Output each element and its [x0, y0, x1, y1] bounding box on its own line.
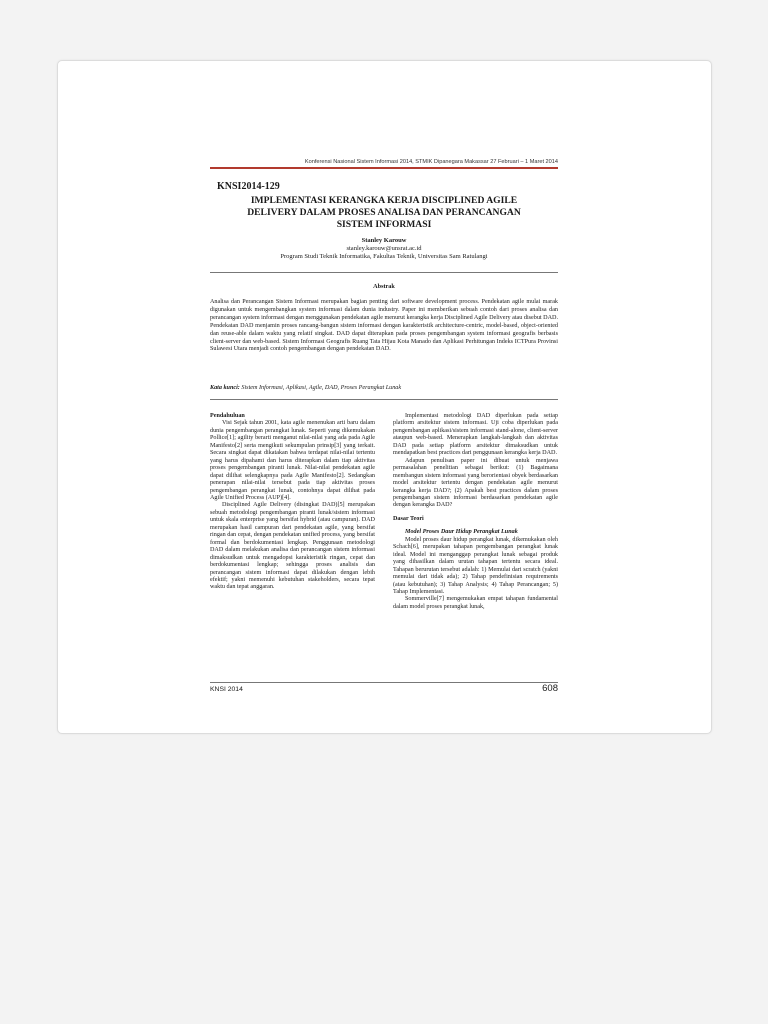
footer-conference: KNSI 2014 — [210, 686, 243, 693]
footer-rule — [210, 682, 558, 683]
paper-id: KNSI2014-129 — [217, 181, 280, 192]
keywords — [210, 385, 558, 391]
title-line: SISTEM INFORMASI — [336, 219, 432, 230]
author-name: Stanley Karouw — [361, 237, 407, 244]
left-column — [210, 413, 375, 592]
running-header: Konferensi Nasional Sistem Informasi 2014, STMIK Dipanegara Makassar 27 Februari – 1 Maret 2014 — [304, 159, 558, 165]
keywords-label: Kata kunci: — [210, 385, 240, 391]
subsection-heading: Model Proses Daur Hidup Perangkat Lunak — [405, 529, 518, 536]
paragraph: Sommerville[7] mengemukakan empat tahapan fundamental dalam model proses perangkat lunak, — [393, 596, 558, 610]
abstract-top-rule — [210, 272, 558, 273]
author-affiliation: Program Studi Teknik Informatika, Fakultas Teknik, Universitas Sam Ratulangi — [280, 253, 488, 260]
section-heading-intro: Pendahuluan — [210, 413, 245, 419]
title-line: IMPLEMENTASI KERANGKA KERJA DISCIPLINED AGILE — [250, 195, 518, 206]
paragraph: Adapun penulisan paper ini dibuat untuk menjawa permasalahan penelitian sebagai berikut: (1) Bagaimana membangun sistem informasi yang berorientasi obyek berdasarkan model arsitektur tertentu dengan pendekatan agile menurut kerangka kerja DAD?; (2) Apakah best practices dalam proses pengembangan sistem informasi berdasarkan pendekatan agile dengan kerangka DAD? — [393, 457, 558, 509]
section-heading-theory: Dasar Teori — [393, 515, 424, 522]
paragraph: Visi Sejak tahun 2001, kata agile menenukan arti baru dalam dunia pengembangan perangkat lunak. Seperti yang dikemukakan Pollice[1]; agility berarti menganut nilai-nilai yang ada pada Agile Manifesto[2] serta mengikuti sekumpulan prinsip[3] yang terkait. Secara singkat dapat dikatakan bahwa terdapat nilai-nilai tertentu yang harus dipahami dan harus diterapkan dalam tiap aktivitas proses pengembangan piranti lunak. Nilai-nilai pendekatan agile dapat dilihat selengkapnya pada Agile Manifesto[2]. Sedangkan penerapan nilai-nilai tersebut pada tiap aktivitas proses pengembangan perangkat lunak, contohnya dapat dilihat pada Agile Unified Process (AUP)[4]. — [210, 420, 375, 501]
keywords-text: Sistem Informasi, Aplikasi, Agile, DAD, Proses Perangkat Lunak — [241, 385, 402, 391]
paragraph: Implementasi metodologi DAD diperlukan pada setiap platform arsitektur sistem informasi. Uji coba diperlukan pada pengembangan aplikasi/sistem informasi stand-alone, client-server ataupun web-based. Menerapkan langkah-langkah dan aktivitas DAD pada setiap platform arsitektur dimaksudkan untuk mendapatkan best practices dari penggunaan kerangka kerja DAD. — [393, 413, 558, 457]
title-line: DELIVERY DALAM PROSES ANALISA DAN PERANCANGAN — [247, 207, 521, 218]
paper-title — [210, 195, 558, 231]
right-column — [393, 413, 558, 611]
paragraph: Disciplined Agile Delivery (disingkat DAD)[5] merupakan sebuah metodologi pengembangan piranti lunak/sistem informasi untuk skala enterprise yang bersifat hybrid (atau campuran). DAD merupakan hasil campuran dari pendekatan agile, yang bersifat ringan dan cepat, dengan pendekatan unified process, yang bersifat formal dan berdokumentasi lengkap. Penggunaan metodologi DAD dalam melakukan analisa dan perancangan sistem informasi dimaksudkan untuk mengadopsi karakteristik ringan, cepat dan berdokumentasi lengkap; sehingga proses analisis dan perancangan sistem informasi dapat dilakukan dengan lebih efektif; yakni memenuhi kebutuhan stakeholders, secara tepat waktu dan tepat anggaran. — [210, 502, 375, 591]
page-number: 608 — [542, 683, 558, 694]
author-block — [210, 237, 558, 261]
abstract-bottom-rule — [210, 399, 558, 400]
abstract-text: Analisa dan Perancangan Sistem Informasi merupakan bagian penting dari software development process. Pendekatan agile mulai marak digunakan untuk mengembangkan system informasi dalam dunia industry. Paper ini memberikan sebuah contoh dari proses analisa dan perancangan system informasi dengan menggunakan pendekatan agile menurut kerangka kerja Disciplined Agile Delivery atau disebut DAD. Pendekatan DAD menjamin proses rancang-bangun sistem informasi dengan karakteristik architecture-centric, model-based, object-oriented dan reuse-able dalam waktu yang relatif singkat. DAD dapat diterapkan pada proses pengembangan system informasi geografis berbasis client-server dan web-based. Sistem Informasi Geografis Ruang Tata Hijau Kota Manado dan Aplikasi Perhitungan Indeks ICTPura Provinsi Sulawesi Utara menjadi contoh pengembangan dengan pendekatan DAD. — [210, 299, 558, 353]
author-email: stanley.karouw@unsrat.ac.id — [346, 245, 422, 252]
abstract-heading: Abstrak — [373, 283, 395, 290]
header-rule — [210, 167, 558, 169]
paragraph: Model proses daur hidup perangkat lunak, dikemukakan oleh Schach[6], merupakan tahapan pengembangan perangkat lunak ideal. Model ini menganggap perangkat lunak sebagai produk yang dihasilkan dalam urutan tahapan tertentu secara ideal. Tahapan berurutan tersebut adalah: 1) Memulai dari scratch (yakni memulai dari tidak ada); 2) Tahap pendefinisian requirements (atau kebutuhan); 3) Tahap Analysis; 4) Tahap Perancangan; 5) Tahap Implementasi. — [393, 536, 558, 595]
